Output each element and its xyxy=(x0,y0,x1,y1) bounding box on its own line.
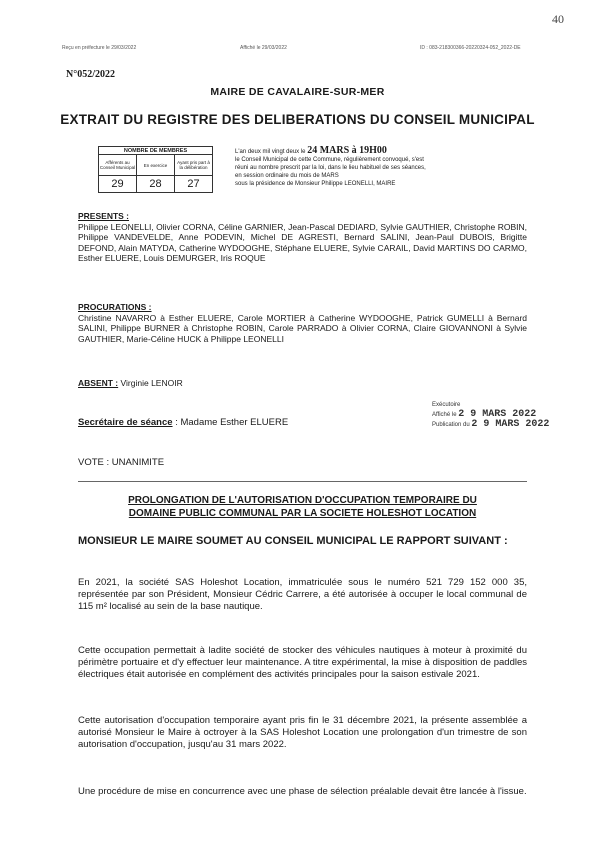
members-value-votants: 27 xyxy=(175,176,213,193)
members-table xyxy=(98,146,213,193)
body-paragraph-2: Cette occupation permettait à ladite société de stocker des véhicules nautiques à moteur à proximité du périmètre portuaire et d'y effectuer leur maintenance. A titre expérimental, la mise à disposition de paddles électriques était autorisée en complément des activités principales pour la saison estivale 2021. xyxy=(78,645,527,680)
session-block xyxy=(235,147,555,188)
stamp-line2-prefix: Affiché le xyxy=(432,412,457,418)
members-label-votants: Ayant pris part à la délibération xyxy=(175,155,213,176)
absent-name: Virginie LENOIR xyxy=(120,378,183,388)
session-line4: en session ordinaire du mois de MARS xyxy=(235,173,339,179)
corner-page-mark: 40 xyxy=(552,12,564,26)
absent-line xyxy=(78,378,183,388)
header-id: ID : 083-218300366-20220324-052_2022-DE xyxy=(420,45,521,51)
presents-list: Philippe LEONELLI, Olivier CORNA, Céline GARNIER, Jean-Pascal DEDIARD, Sylvie GAUTHIER, Christophe ROBIN, Philippe VANDEVELDE, Anne PODEVIN, Michel DE AGRESTI, Bernard SALINI, Jean-Paul DUBOIS, Brigitte DEFOND, Alain MATYDA, Catherine WYDOOGHE, Stéphane ELUERE, Sylvie CARAIL, David MARTINS DO CARMO, Esther ELUERE, Louis DEMURGER, Iris ROQUE xyxy=(78,222,527,264)
procurations-heading: PROCURATIONS : xyxy=(78,302,152,312)
members-label-exercice: En exercice xyxy=(137,155,175,176)
members-label-afferents: Afférents au Conseil Municipal xyxy=(99,155,137,176)
registre-title: EXTRAIT DU REGISTRE DES DELIBERATIONS DU CONSEIL MUNICIPAL xyxy=(60,112,535,127)
stamp-line1: Exécutoire xyxy=(432,402,461,408)
session-line3: réuni au nombre prescrit par la loi, dans le lieu habituel de ses séances, xyxy=(235,165,426,171)
section-divider xyxy=(78,481,527,482)
procurations-list: Christine NAVARRO à Esther ELUERE, Carole MORTIER à Catherine WYDOOGHE, Patrick GUMELLI à Bernard SALINI, Philippe BURNER à Christophe ROBIN, Carole PARRADO à Olivier CORNA, Claire GIOVANNONI à Sylvie GAUTHIER, Marie-Céline HUCK à Philippe LEONELLI xyxy=(78,313,527,344)
body-paragraph-4: Une procédure de mise en concurrence avec une phase de sélection préalable devait être lancée à l'issue. xyxy=(78,786,527,797)
vote-result: VOTE : UNANIMITE xyxy=(78,457,165,468)
session-date: 24 MARS à 19H00 xyxy=(307,145,387,156)
secretaire-line xyxy=(78,417,288,428)
body-paragraph-3: Cette autorisation d'occupation temporaire ayant pris fin le 31 décembre 2021, la présente assemblée a autorisé Monsieur le Maire à octroyer à la SAS Holeshot Location une prolongation d'un trimestre de son autorisation d'occupation, jusqu'au 31 mars 2022. xyxy=(78,715,527,750)
members-caption: NOMBRE DE MEMBRES xyxy=(99,147,213,155)
subject-title xyxy=(78,494,527,520)
body-paragraph-1: En 2021, la société SAS Holeshot Location, immatriculée sous le numéro 521 729 152 000 35, représentée par son Président, Monsieur Cédric Carrere, a été autorisée à occuper le local communal de 115 m² localisé au sein de la base nautique. xyxy=(78,577,527,612)
session-line5: sous la présidence de Monsieur Philippe LEONELLI, MAIRE xyxy=(235,181,396,187)
stamp-line3-prefix: Publication du xyxy=(432,422,470,428)
members-value-exercice: 28 xyxy=(137,176,175,193)
stamp-publication-date: 2 9 MARS 2022 xyxy=(471,419,550,430)
session-line2: le Conseil Municipal de cette Commune, régulièrement convoqué, s'est xyxy=(235,157,424,163)
subject-line1: PROLONGATION DE L'AUTORISATION D'OCCUPATION TEMPORAIRE DU xyxy=(128,495,477,506)
mairie-heading: MAIRE DE CAVALAIRE-SUR-MER xyxy=(210,86,385,98)
members-value-afferents: 29 xyxy=(99,176,137,193)
subject-line2: DOMAINE PUBLIC COMMUNAL PAR LA SOCIETE HOLESHOT LOCATION xyxy=(128,508,477,519)
absent-heading: ABSENT : xyxy=(78,378,119,388)
executoire-stamp xyxy=(432,401,549,430)
header-posted: Affiché le 29/03/2022 xyxy=(240,45,287,51)
header-received: Reçu en préfecture le 29/03/2022 xyxy=(62,45,137,51)
secretaire-heading: Secrétaire de séance xyxy=(78,417,173,428)
deliberation-number: N°052/2022 xyxy=(66,69,115,80)
rapport-heading: MONSIEUR LE MAIRE SOUMET AU CONSEIL MUNICIPAL LE RAPPORT SUIVANT : xyxy=(78,535,508,547)
stamp-posted-date: 2 9 MARS 2022 xyxy=(458,409,537,420)
session-line1-prefix: L'an deux mil vingt deux le xyxy=(235,149,306,155)
secretaire-name: : Madame Esther ELUERE xyxy=(175,417,289,428)
presents-heading: PRESENTS : xyxy=(78,211,130,221)
